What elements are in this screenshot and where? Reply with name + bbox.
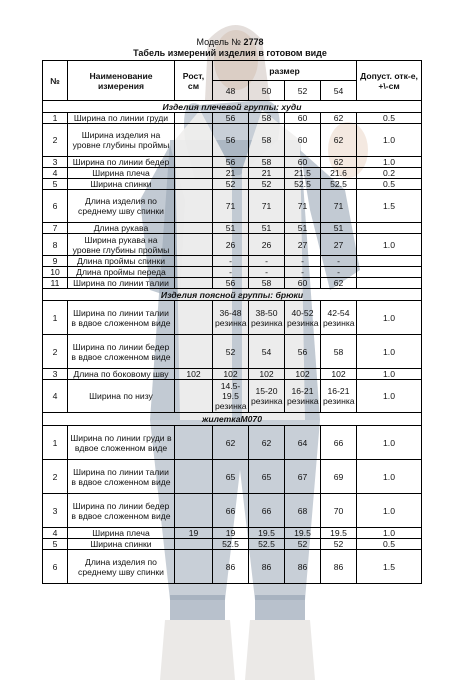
row-number: 6 (43, 190, 68, 223)
size-54-value: - (321, 267, 357, 278)
tolerance-value: 1.0 (357, 426, 422, 460)
row-name: Длина изделия по среднему шву спинки (68, 550, 175, 584)
row-height-value (175, 190, 213, 223)
size-50-value: 52 (249, 179, 285, 190)
row-height-value (175, 380, 213, 413)
header-num: № (43, 61, 68, 101)
row-number: 4 (43, 168, 68, 179)
measurement-table (42, 60, 422, 584)
row-number: 2 (43, 460, 68, 494)
size-52-value: 27 (285, 234, 321, 256)
header-height: Рост, см (175, 61, 213, 101)
size-50-value: 86 (249, 550, 285, 584)
table-row (43, 256, 422, 267)
size-54-value: 71 (321, 190, 357, 223)
row-height-value (175, 179, 213, 190)
size-52-value: 86 (285, 550, 321, 584)
row-height-value (175, 256, 213, 267)
size-48-value: 56 (213, 124, 249, 157)
size-52-value: 60 (285, 113, 321, 124)
size-54-value: 62 (321, 124, 357, 157)
size-52-value: 68 (285, 494, 321, 528)
size-54-value: 86 (321, 550, 357, 584)
size-52-value: 60 (285, 157, 321, 168)
tolerance-value: 0.5 (357, 113, 422, 124)
tolerance-value (357, 278, 422, 289)
size-54-value: 58 (321, 335, 357, 369)
model-number: 2778 (243, 37, 264, 47)
row-number: 5 (43, 179, 68, 190)
size-50-value: 38-50 резинка (249, 301, 285, 335)
header-size: 52 (285, 81, 321, 101)
table-row (43, 539, 422, 550)
model-label: Модель № (196, 37, 241, 47)
table-row (43, 278, 422, 289)
size-54-value: 52.5 (321, 179, 357, 190)
size-48-value: 56 (213, 113, 249, 124)
row-name: Ширина по линии бедер (68, 157, 175, 168)
right-cuff (255, 595, 305, 620)
tolerance-value: 0.2 (357, 168, 422, 179)
table-row (43, 168, 422, 179)
size-48-value: 62 (213, 426, 249, 460)
row-height-value (175, 550, 213, 584)
size-50-value: 71 (249, 190, 285, 223)
row-number: 3 (43, 369, 68, 380)
row-number: 4 (43, 380, 68, 413)
size-48-value: 52.5 (213, 539, 249, 550)
size-50-value: 62 (249, 426, 285, 460)
table-title: Табель измерений изделия в готовом виде (133, 48, 327, 58)
size-48-value: 26 (213, 234, 249, 256)
size-50-value: 51 (249, 223, 285, 234)
table-row (43, 550, 422, 584)
header-name: Наименование измерения (68, 61, 175, 101)
row-number: 5 (43, 539, 68, 550)
size-54-value: 19.5 (321, 528, 357, 539)
size-54-value: 52 (321, 539, 357, 550)
tolerance-value (357, 223, 422, 234)
row-number: 1 (43, 301, 68, 335)
table-row (43, 223, 422, 234)
size-50-value: 102 (249, 369, 285, 380)
row-number: 3 (43, 494, 68, 528)
size-50-value: 19.5 (249, 528, 285, 539)
row-name: Длина проймы спинки (68, 256, 175, 267)
row-name: Ширина по линии талии в вдвое сложенном виде (68, 460, 175, 494)
row-name: Длина изделия по среднему шву спинки (68, 190, 175, 223)
size-50-value: 26 (249, 234, 285, 256)
size-52-value: 64 (285, 426, 321, 460)
size-50-value: 66 (249, 494, 285, 528)
row-height-value (175, 124, 213, 157)
table-row (43, 234, 422, 256)
size-48-value: 71 (213, 190, 249, 223)
row-height-value: 102 (175, 369, 213, 380)
size-48-value: - (213, 256, 249, 267)
size-52-value: 51 (285, 223, 321, 234)
row-height-value (175, 223, 213, 234)
row-name: Длина проймы переда (68, 267, 175, 278)
table-row (43, 380, 422, 413)
size-50-value: 58 (249, 113, 285, 124)
size-54-value: 42-54 резинка (321, 301, 357, 335)
size-54-value: 70 (321, 494, 357, 528)
size-52-value: 19.5 (285, 528, 321, 539)
size-48-value: 102 (213, 369, 249, 380)
row-name: Длина рукава (68, 223, 175, 234)
row-name: Ширина спинки (68, 539, 175, 550)
row-height-value (175, 157, 213, 168)
tolerance-value (357, 267, 422, 278)
table-row (43, 124, 422, 157)
row-name: Ширина плеча (68, 168, 175, 179)
size-48-value: 66 (213, 494, 249, 528)
size-52-value: 60 (285, 278, 321, 289)
table-row (43, 157, 422, 168)
tolerance-value: 1.0 (357, 380, 422, 413)
row-height-value (175, 494, 213, 528)
size-54-value: 21.6 (321, 168, 357, 179)
row-height-value (175, 539, 213, 550)
row-height-value: 19 (175, 528, 213, 539)
row-number: 1 (43, 113, 68, 124)
size-50-value: 58 (249, 124, 285, 157)
table-row (43, 190, 422, 223)
tolerance-value: 1.0 (357, 157, 422, 168)
header-size: 54 (321, 81, 357, 101)
size-54-value: 62 (321, 278, 357, 289)
size-48-value: 19 (213, 528, 249, 539)
tolerance-value: 0.5 (357, 179, 422, 190)
table-row (43, 267, 422, 278)
size-50-value: - (249, 256, 285, 267)
size-54-value: 69 (321, 460, 357, 494)
size-50-value: 52.5 (249, 539, 285, 550)
row-number: 4 (43, 528, 68, 539)
tolerance-value: 1.0 (357, 234, 422, 256)
row-height-value (175, 335, 213, 369)
tolerance-value: 1.0 (357, 460, 422, 494)
size-52-value: - (285, 256, 321, 267)
table-row (43, 369, 422, 380)
row-number: 6 (43, 550, 68, 584)
row-height-value (175, 168, 213, 179)
row-name: Ширина плеча (68, 528, 175, 539)
tolerance-value: 1.0 (357, 494, 422, 528)
row-name: Длина по боковому шву (68, 369, 175, 380)
row-name: Ширина рукава на уровне глубины проймы (68, 234, 175, 256)
size-52-value: 71 (285, 190, 321, 223)
row-name: Ширина по линии бедер в вдвое сложенном виде (68, 494, 175, 528)
section-title: Изделия поясной группы: брюки (43, 289, 422, 301)
size-52-value: 40-52 резинка (285, 301, 321, 335)
tolerance-value: 1.0 (357, 369, 422, 380)
size-50-value: - (249, 267, 285, 278)
table-row (43, 179, 422, 190)
size-48-value: 65 (213, 460, 249, 494)
size-54-value: 27 (321, 234, 357, 256)
tolerance-value: 1.5 (357, 550, 422, 584)
size-48-value: 14.5-19.5 резинка (213, 380, 249, 413)
row-height-value (175, 234, 213, 256)
size-48-value: 36-48 резинка (213, 301, 249, 335)
model-number-line (0, 37, 460, 47)
size-50-value: 21 (249, 168, 285, 179)
row-name: Ширина по линии груди (68, 113, 175, 124)
size-52-value: - (285, 267, 321, 278)
size-50-value: 15-20 резинка (249, 380, 285, 413)
row-name: Ширина изделия на уровне глубины проймы (68, 124, 175, 157)
size-50-value: 54 (249, 335, 285, 369)
header-size-group: размер (213, 61, 357, 81)
table-row (43, 494, 422, 528)
section-title: жилеткаМ070 (43, 413, 422, 426)
row-number: 1 (43, 426, 68, 460)
size-50-value: 65 (249, 460, 285, 494)
row-number: 8 (43, 234, 68, 256)
row-height-value (175, 426, 213, 460)
row-number: 2 (43, 124, 68, 157)
size-52-value: 52.5 (285, 179, 321, 190)
row-name: Ширина по линии бедер в вдвое сложенном виде (68, 335, 175, 369)
size-52-value: 52 (285, 539, 321, 550)
size-54-value: 51 (321, 223, 357, 234)
row-number: 9 (43, 256, 68, 267)
section-title: Изделия плечевой группы: худи (43, 101, 422, 113)
size-52-value: 56 (285, 335, 321, 369)
size-54-value: 102 (321, 369, 357, 380)
row-number: 2 (43, 335, 68, 369)
size-48-value: - (213, 267, 249, 278)
size-48-value: 56 (213, 157, 249, 168)
size-52-value: 102 (285, 369, 321, 380)
row-height-value (175, 301, 213, 335)
row-number: 11 (43, 278, 68, 289)
table-row (43, 301, 422, 335)
row-name: Ширина по линии талии (68, 278, 175, 289)
table-row (43, 426, 422, 460)
right-sneaker (245, 620, 315, 680)
size-48-value: 86 (213, 550, 249, 584)
size-52-value: 21.5 (285, 168, 321, 179)
tolerance-value (357, 256, 422, 267)
size-54-value: 62 (321, 157, 357, 168)
size-50-value: 58 (249, 157, 285, 168)
size-54-value: - (321, 256, 357, 267)
header-tolerance: Допуст. отк-е, +\-см (357, 61, 422, 101)
row-name: Ширина по линии груди в вдвое сложенном виде (68, 426, 175, 460)
left-sneaker (160, 620, 235, 680)
tolerance-value: 0.5 (357, 539, 422, 550)
size-48-value: 56 (213, 278, 249, 289)
size-48-value: 52 (213, 179, 249, 190)
size-54-value: 62 (321, 113, 357, 124)
tolerance-value: 1.0 (357, 301, 422, 335)
row-height-value (175, 113, 213, 124)
table-row (43, 460, 422, 494)
tolerance-value: 1.0 (357, 124, 422, 157)
tolerance-value: 1.0 (357, 528, 422, 539)
size-48-value: 21 (213, 168, 249, 179)
row-height-value (175, 267, 213, 278)
table-body (43, 61, 422, 584)
size-52-value: 60 (285, 124, 321, 157)
size-48-value: 52 (213, 335, 249, 369)
table-row (43, 335, 422, 369)
row-name: Ширина по низу (68, 380, 175, 413)
row-number: 3 (43, 157, 68, 168)
row-number: 7 (43, 223, 68, 234)
tolerance-value: 1.0 (357, 335, 422, 369)
size-54-value: 66 (321, 426, 357, 460)
size-52-value: 67 (285, 460, 321, 494)
header-size: 50 (249, 81, 285, 101)
row-height-value (175, 460, 213, 494)
size-50-value: 58 (249, 278, 285, 289)
size-52-value: 16-21 резинка (285, 380, 321, 413)
row-height-value (175, 278, 213, 289)
row-name: Ширина спинки (68, 179, 175, 190)
table-row (43, 528, 422, 539)
tolerance-value: 1.5 (357, 190, 422, 223)
left-cuff (170, 595, 225, 620)
row-number: 10 (43, 267, 68, 278)
table-row (43, 113, 422, 124)
header-size: 48 (213, 81, 249, 101)
row-name: Ширина по линии талии в вдвое сложенном виде (68, 301, 175, 335)
size-48-value: 51 (213, 223, 249, 234)
size-54-value: 16-21 резинка (321, 380, 357, 413)
